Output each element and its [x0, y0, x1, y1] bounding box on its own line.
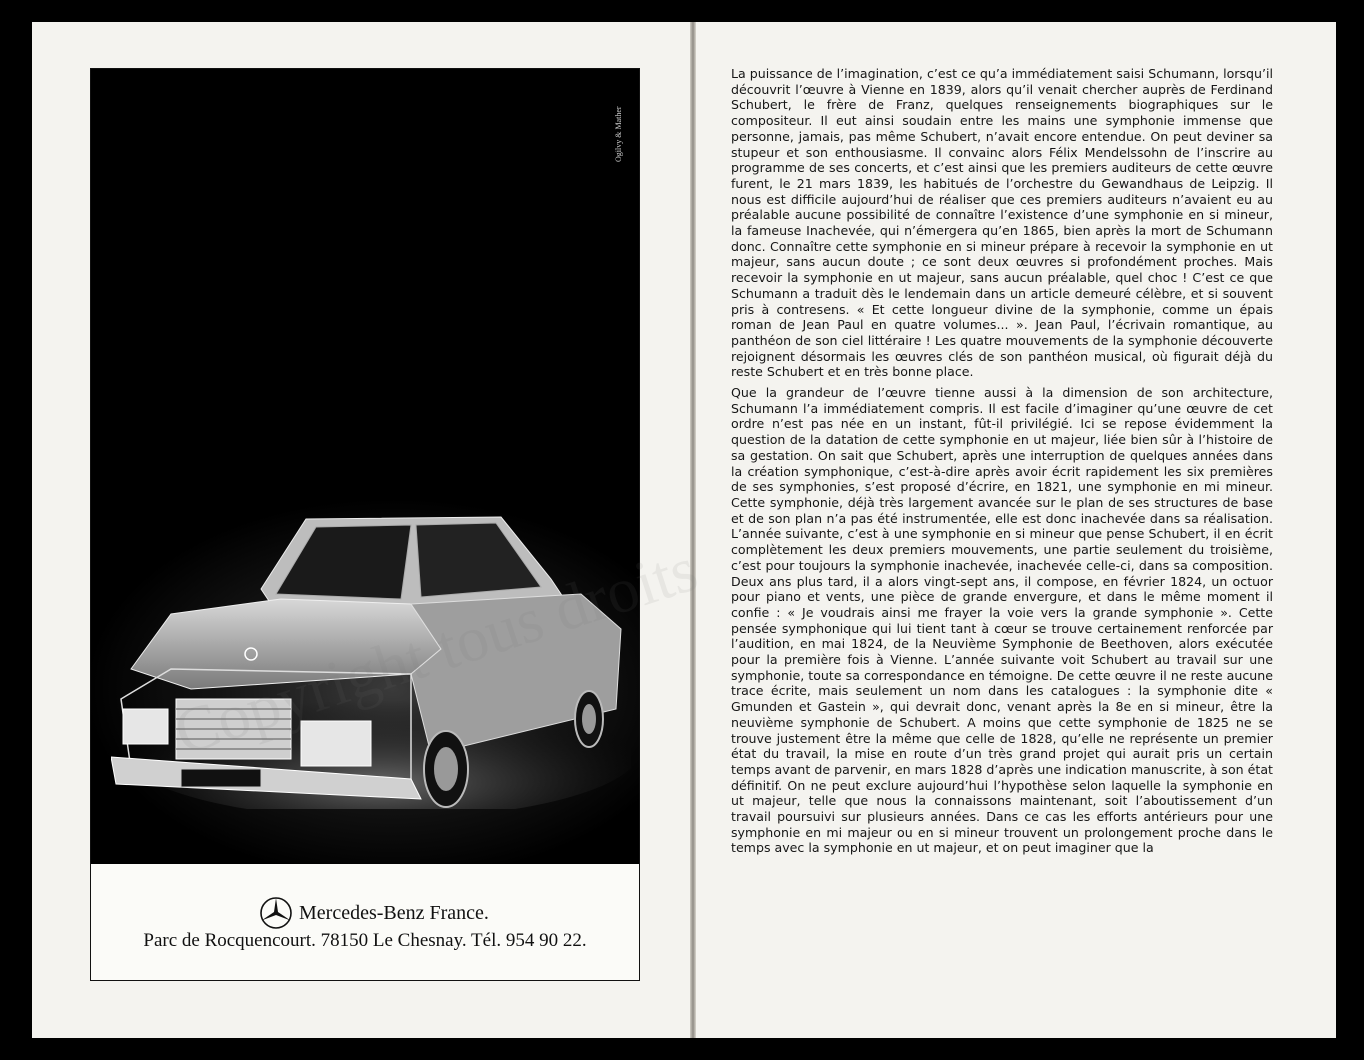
book-gutter	[690, 22, 696, 1038]
brand-address: Parc de Rocquencourt. 78150 Le Chesnay. Tél. 954 90 22.	[143, 930, 587, 951]
article-paragraph: Que la grandeur de l’œuvre tienne aussi à la dimension de son architecture, Schumann l’a immédiatement compris. Il est facile d’imaginer qu’une œuvre de cet ordre n’est pas née en un instant, fût-il privilégié. Ici se repose évidemment la question de la datation de cette symphonie en ut majeur, liée bien sûr à l’histoire de sa gestation. On sait que Schubert, après une interruption de quelques années dans la création symphonique, c’est-à-dire après avoir écrit rapidement les six premières de ses symphonies, s’est proposé d’écrire, en 1821, une symphonie en mi mineur. Cette symphonie, déjà très largement avancée sur le plan de ses structures de base et de son plan n’a pas été instrumentée, elle est donc inachevée dans sa réalisation. L’année suivante, c’est à une symphonie en si mineur que pense Schubert, il en écrit complètement les deux premiers mouvements, une partie seulement du troisième, c’est pour toujours la symphonie inachevée, inachevée celle-ci, dans sa composition. Deux ans plus tard, il a alors vingt-sept ans, il compose, en février 1824, un octuor pour piano et vents, une pièce de grande envergure, et dans le même moment il confie : « Je voudrais ainsi me frayer la voie vers la grande symphonie ». Cette pensée symphonique qui lui tient tant à cœur se trouve certainement renforcée par l’audition, en mai 1824, de la Neuvième Symphonie de Beethoven, alors exécutée pour la première fois à Vienne. L’année suivante voit Schubert au travail sur une symphonie, toute sa correspondance en témoigne. De cette œuvre il ne reste aucune trace écrite, mais seulement un nom dans les catalogues : la symphonie dite « Gmunden et Gastein », qui devrait donc, venant après la 8e en si mineur, être la neuvième symphonie de Schubert. A moins que cette symphonie de 1825 ne se trouve justement être la même que celle de 1828, qu’elle ne représente un premier état du travail, la mise en route d’un très grand projet qui aurait pris un certain temps avant de parvenir, en mars 1828 d’après une indication manuscrite, à son état définitif. On ne peut exclure aujourd’hui l’hypothèse selon laquelle la symphonie en ut majeur, telle que nous la connaissons maintenant, soit l’aboutissement d’un travail poursuivi sur plusieurs années. Dans ce cas les efforts antérieurs pour une symphonie en mi majeur ou en si mineur trouvent un prolongement proche dans le temps avec la symphonie en ut majeur, et on peut imaginer que la	[731, 385, 1273, 856]
article-paragraph: La puissance de l’imagination, c’est ce qu’a immédiatement saisi Schumann, lorsqu’il découvrit l’œuvre à Vienne en 1839, alors qu’il venait chercher auprès de Ferdinand Schubert, le frère de Franz, quelques renseignements biographiques sur le compositeur. Il eut ainsi soudain entre les mains une symphonie immense que personne, jamais, pas même Schubert, n’avait encore entendue. On peut deviner sa stupeur et son enthousiasme. Il convainc alors Félix Mendelssohn de l’inscrire au programme de ses concerts, et c’est ainsi que les premiers auditeurs de cette œuvre furent, le 21 mars 1839, les habitués de l’orchestre du Gewandhaus de Leipzig. Il nous est difficile aujourd’hui de réaliser que ces premiers auditeurs n’avaient eu au préalable aucune possibilité de connaître l’existence d’une symphonie en si mineur, la fameuse Inachevée, qui n’émergera qu’en 1865, bien après la mort de Schumann donc. Connaître cette symphonie en si mineur prépare à recevoir la symphonie en ut majeur, sans aucun doute ; ce sont deux œuvres si profondément proches. Mais recevoir la symphonie en ut majeur, sans aucun préalable, quel choc ! C’est ce que Schumann a traduit dès le lendemain dans un article demeuré célèbre, et si souvent pris à contresens. « Et cette longueur divine de la symphonie, comme un épais roman de Jean Paul en quatre volumes... ». Jean Paul, l’écrivain romantique, au panthéon de son ciel littéraire ! Les quatre mouvements de la symphonie découverte rejoignent désormais les œuvres clés de son panthéon musical, où figurait déjà du reste Schubert et en très bonne place.	[731, 66, 1273, 380]
advertisement	[90, 68, 640, 981]
car-photo	[91, 69, 639, 864]
brand-row	[259, 896, 489, 930]
brand-name: Mercedes-Benz France.	[299, 901, 489, 924]
article-text	[731, 66, 1273, 856]
car-illustration	[111, 499, 631, 809]
photo-credit: Ogilvy & Mather	[614, 106, 623, 162]
mercedes-star-icon	[259, 896, 293, 930]
ad-footer	[91, 864, 639, 980]
